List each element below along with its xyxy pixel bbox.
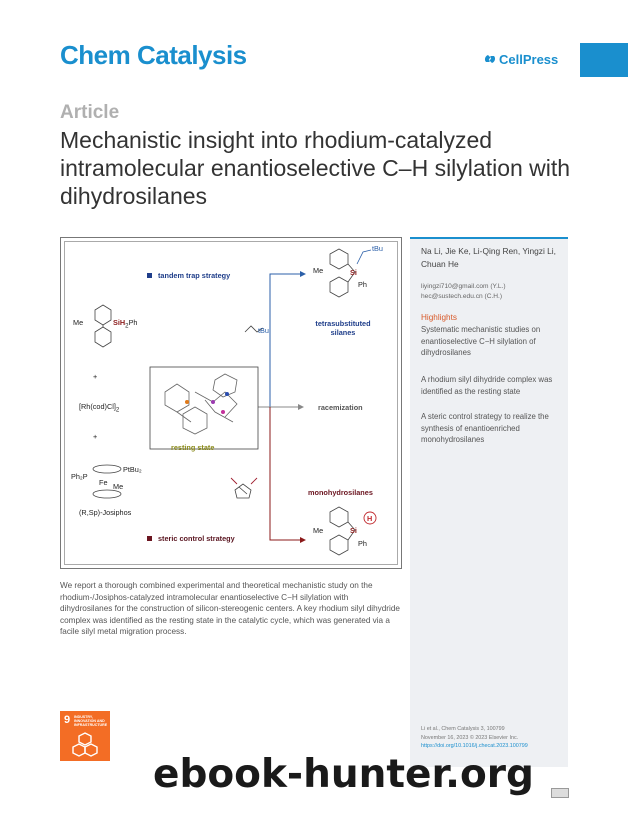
silane-formula	[113, 318, 138, 329]
arrow-top	[260, 274, 305, 407]
citation-line: November 16, 2023 © 2023 Elsevier Inc.	[421, 734, 519, 741]
sdg-number: 9	[64, 714, 71, 726]
catalyst-formula	[79, 402, 119, 413]
resting-state-label: resting state	[171, 443, 215, 452]
sidebar-top-rule	[410, 237, 568, 239]
atom-marker-orange	[185, 400, 189, 404]
top-product-ph: Ph	[358, 280, 367, 289]
cellpress-icon	[484, 53, 496, 65]
top-product-tbu: tBu	[372, 244, 383, 253]
norbornene-structure	[235, 484, 251, 498]
sdg-label: INDUSTRY, INNOVATION AND INFRASTRUCTURE	[74, 715, 108, 728]
plus-sign-2: +	[93, 432, 98, 441]
top-product-si: Si	[350, 268, 357, 277]
strategy-bottom-bullet	[147, 536, 152, 541]
corner-tab	[580, 43, 628, 77]
email-link[interactable]: liyingzi710@gmail.com (Y.L.)	[421, 283, 506, 290]
page-corner-mark	[551, 788, 569, 798]
ligand-me-label: Me	[113, 482, 124, 491]
silane-me-label: Me	[73, 318, 84, 327]
article-type-label: Article	[60, 102, 120, 123]
highlight-item: Systematic mechanistic studies on enantioselective C−H silylation of dihydrosilanes	[421, 325, 541, 357]
silane-ph-label: Ph	[128, 318, 138, 327]
ligand-ph2p-label: Ph₂P	[71, 472, 88, 481]
bottom-product-ph: Ph	[358, 539, 367, 548]
arrow-bottom	[270, 407, 305, 540]
journal-title: Chem Catalysis	[60, 40, 247, 70]
graphical-abstract	[60, 237, 402, 569]
publisher-logo[interactable]	[484, 52, 558, 67]
tetrasubstituted-label: tetrasubstituted silanes	[315, 319, 371, 337]
plus-sign-1: +	[93, 372, 98, 381]
ligand-fe-label: Fe	[99, 478, 108, 487]
bottom-product-me: Me	[313, 526, 324, 535]
article-title: Mechanistic insight into rhodium-catalyzed intramolecular enantioselective C–H silylation with dihydrosilanes	[60, 127, 571, 209]
watermark-text: ebook-hunter.org	[153, 752, 534, 797]
doi-link[interactable]: https://doi.org/10.1016/j.checat.2023.100799	[421, 743, 528, 749]
bottom-product-si: Si	[350, 526, 357, 535]
racemization-label: racemization	[318, 403, 363, 412]
bottom-product-h: H	[367, 514, 373, 523]
highlights-heading: Highlights	[421, 313, 457, 322]
citation-line: Li et al., Chem Catalysis 3, 100799	[421, 726, 505, 732]
author-list: Na Li, Jie Ke, Li-Qing Ren, Yingzi Li, Chuan He	[421, 246, 556, 269]
starting-silane-structure	[95, 305, 111, 347]
silane-si-label: SiH	[113, 318, 126, 327]
ligand-name: (R,Sp)-Josiphos	[79, 508, 132, 517]
strategy-top-bullet	[147, 273, 152, 278]
highlight-item: A rhodium silyl dihydride complex was identified as the resting state	[421, 375, 553, 396]
sdg-badge[interactable]	[60, 711, 110, 761]
steric-control-label: steric control strategy	[158, 534, 235, 543]
resting-state-box	[150, 367, 258, 449]
email-link[interactable]: hec@sustech.edu.cn (C.H.)	[421, 293, 503, 300]
atom-marker-purple	[211, 400, 215, 404]
citation-block	[421, 725, 566, 751]
graphical-abstract-frame	[64, 241, 398, 565]
top-product-me: Me	[313, 266, 324, 275]
tandem-trap-label: tandem trap strategy	[158, 271, 231, 280]
atom-marker-blue	[225, 392, 229, 396]
abstract-text: We report a thorough combined experimental and theoretical mechanistic study on the rhodium-/Josiphos-catalyzed intramolecular enantioselective C−H silylation with dihydrosilanes for the construction of silicon-stereogenic centers. A key rhodium silyl dihydride complex was identified as the resting state in the catalytic cycle, which was generated via a facile silyl metal migration process.	[60, 581, 400, 637]
monohydrosilanes-label: monohydrosilanes	[308, 488, 373, 497]
cubes-icon	[72, 731, 98, 757]
alkene-tbu-label: tBu	[258, 326, 269, 335]
red-bracket	[231, 478, 257, 484]
atom-marker-magenta	[221, 410, 225, 414]
silane-subscript: 2	[125, 322, 129, 330]
highlight-item: A steric control strategy to realize the synthesis of enantioenriched monohydrosilanes	[421, 412, 549, 444]
ligand-ptbu2-label: PtBu₂	[123, 465, 142, 474]
publisher-name: CellPress	[499, 52, 559, 67]
catalyst-label: [Rh(cod)Cl]	[79, 402, 116, 411]
catalyst-subscript: 2	[115, 406, 120, 414]
contact-emails	[421, 282, 566, 302]
